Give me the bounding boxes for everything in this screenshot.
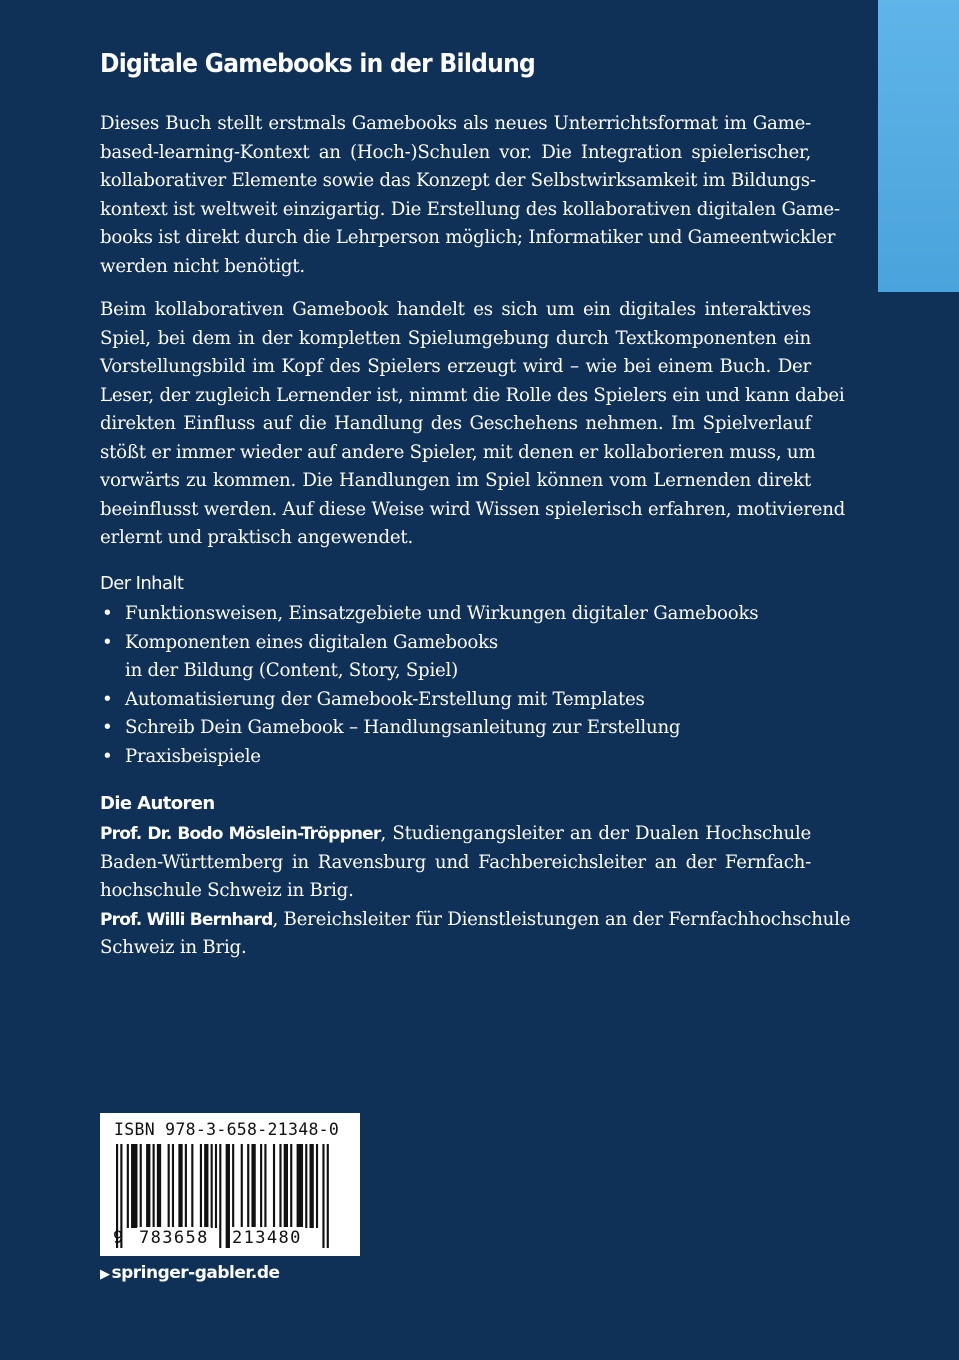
barcode-bar bbox=[178, 1144, 182, 1228]
intro-line: Dieses Buch stellt erstmals Gamebooks als neues Unterrichtsformat im Game- bbox=[100, 113, 811, 134]
barcode-bar bbox=[273, 1144, 275, 1228]
contents-list bbox=[100, 600, 758, 771]
list-item-text: Funktionsweisen, Einsatzgebiete und Wirkungen digitaler Gamebooks bbox=[125, 603, 759, 624]
list-item bbox=[100, 743, 758, 772]
barcode-bar bbox=[168, 1144, 170, 1228]
author1-line bbox=[100, 820, 811, 849]
author1-line: Baden-Württemberg in Ravensburg und Fachbereichsleiter an der Fernfach- bbox=[100, 851, 811, 873]
barcode-bar bbox=[297, 1144, 303, 1228]
author1-line: hochschule Schweiz in Brig. bbox=[100, 880, 354, 901]
list-item bbox=[100, 714, 758, 743]
barcode-bar bbox=[290, 1144, 292, 1228]
book-title: Digitale Gamebooks in der Bildung bbox=[100, 49, 536, 79]
bullet-icon: • bbox=[102, 717, 113, 738]
barcode-bar bbox=[284, 1144, 288, 1228]
accent-bar bbox=[878, 0, 959, 292]
bullet-icon: • bbox=[102, 688, 113, 710]
barcode-bar bbox=[185, 1144, 187, 1228]
contents-heading: Der Inhalt bbox=[100, 573, 184, 594]
barcode-bar bbox=[219, 1144, 221, 1248]
barcode-bar bbox=[316, 1144, 318, 1228]
barcode-bar bbox=[157, 1144, 161, 1228]
body-line: Spiel, bei dem in der kompletten Spielumgebung durch Textkomponenten ein bbox=[100, 327, 811, 349]
body-line: direkten Einfluss auf die Handlung des Geschehens nehmen. Im Spielverlauf bbox=[100, 413, 811, 434]
barcode-digits-left: 783658 bbox=[139, 1228, 209, 1248]
barcode-bar bbox=[260, 1144, 262, 1228]
author2-name: Prof. Willi Bernhard bbox=[100, 909, 273, 930]
list-item-text: in der Bildung (Content, Story, Spiel) bbox=[125, 660, 458, 681]
authors-paragraph bbox=[100, 820, 851, 963]
author2-line: Schweiz in Brig. bbox=[100, 937, 247, 958]
body-line: stößt er immer wieder auf andere Spieler, mit denen er kollaborieren muss, um bbox=[100, 441, 816, 463]
list-item bbox=[100, 600, 758, 629]
barcode-bar bbox=[204, 1144, 208, 1228]
list-item-continuation bbox=[100, 657, 758, 686]
intro-line: kontext ist weltweit einzigartig. Die Erstellung des kollaborativen digitalen Game- bbox=[100, 198, 840, 220]
body-line: erlernt und praktisch angewendet. bbox=[100, 527, 413, 548]
barcode-bar bbox=[211, 1144, 213, 1228]
list-item-text: Komponenten eines digitalen Gamebooks bbox=[125, 631, 498, 653]
barcode-bar bbox=[232, 1144, 234, 1228]
body-line: Vorstellungsbild im Kopf des Spielers erzeugt wird – wie bei einem Buch. Der bbox=[100, 356, 811, 377]
arrow-right-icon: ▶ bbox=[100, 1267, 110, 1282]
barcode-bar bbox=[215, 1144, 217, 1228]
barcode-bar bbox=[146, 1144, 150, 1228]
barcode-bar bbox=[172, 1144, 174, 1228]
bullet-icon: • bbox=[102, 603, 113, 624]
bullet-icon: • bbox=[102, 631, 113, 653]
barcode-bar bbox=[127, 1144, 129, 1228]
barcode-bar bbox=[251, 1144, 255, 1228]
barcode-bar bbox=[153, 1144, 155, 1228]
isbn-label: ISBN 978-3-658-21348-0 bbox=[114, 1120, 340, 1139]
barcode-bar bbox=[241, 1144, 243, 1228]
publisher-link[interactable] bbox=[100, 1261, 280, 1287]
author1-name: Prof. Dr. Bodo Möslein-Tröppner bbox=[100, 824, 381, 844]
barcode-bar bbox=[247, 1144, 249, 1228]
barcode-bar bbox=[310, 1144, 314, 1228]
intro-line: based-learning-Kontext an (Hoch-)Schulen vor. Die Integration spielerischer, bbox=[100, 141, 811, 163]
barcode-bar bbox=[140, 1144, 142, 1228]
intro-line: kollaborativer Elemente sowie das Konzept der Selbstwirksamkeit im Bildungs- bbox=[100, 170, 816, 191]
barcode-digit-first: 9 bbox=[113, 1228, 125, 1248]
list-item bbox=[100, 629, 758, 658]
body-line: vorwärts zu kommen. Die Handlungen im Spiel können vom Lernenden direkt bbox=[100, 470, 811, 491]
publisher-name: springer-gabler.de bbox=[111, 1263, 280, 1283]
body-line: beeinflusst werden. Auf diese Weise wird Wissen spielerisch erfahren, motivierend bbox=[100, 498, 846, 520]
barcode-bar bbox=[279, 1144, 281, 1228]
bullet-icon: • bbox=[102, 745, 113, 767]
barcode-bar bbox=[191, 1144, 193, 1228]
barcode-bar bbox=[322, 1144, 324, 1248]
barcode-bar bbox=[200, 1144, 202, 1228]
barcode-bar bbox=[305, 1144, 307, 1228]
body-line: Leser, der zugleich Lernender ist, nimmt die Rolle des Spielers ein und kann dabei bbox=[100, 384, 845, 406]
list-item bbox=[100, 686, 758, 715]
intro-line: werden nicht benötigt. bbox=[100, 255, 305, 277]
body-line: Beim kollaborativen Gamebook handelt es sich um ein digitales interaktives bbox=[100, 299, 811, 320]
author2-text: , Bereichsleiter für Dienstleistungen an der Fernfachhochschule bbox=[272, 908, 851, 930]
list-item-text: Schreib Dein Gamebook – Handlungsanleitung zur Erstellung bbox=[125, 717, 681, 738]
intro-line: books ist direkt durch die Lehrperson möglich; Informatiker und Gameentwickler bbox=[100, 227, 836, 248]
barcode-digits-right: 213480 bbox=[232, 1228, 302, 1248]
author2-line bbox=[100, 906, 851, 935]
barcode-bar bbox=[327, 1144, 329, 1248]
list-item-text: Automatisierung der Gamebook-Erstellung mit Templates bbox=[125, 688, 645, 710]
body-paragraph bbox=[100, 296, 846, 553]
barcode-bar bbox=[264, 1144, 266, 1228]
intro-paragraph bbox=[100, 110, 840, 281]
barcode-bar bbox=[131, 1144, 137, 1228]
list-item-text: Praxisbeispiele bbox=[125, 745, 261, 767]
authors-heading: Die Autoren bbox=[100, 793, 215, 814]
author1-text: , Studiengangsleiter an der Dualen Hochschule bbox=[380, 823, 811, 844]
